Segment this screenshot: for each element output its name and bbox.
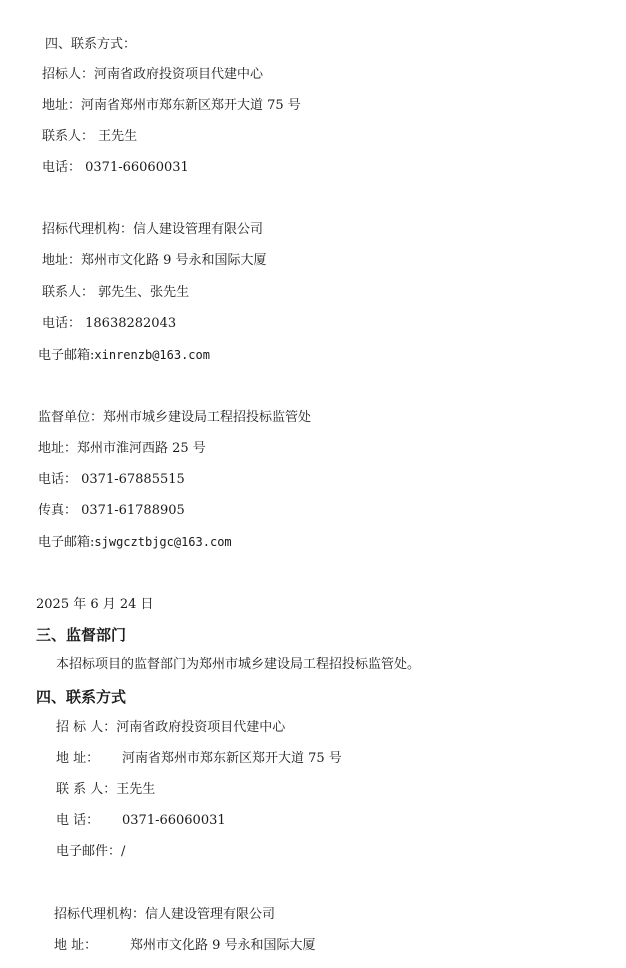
s4-contact-label: 联 系 人： [56,782,117,797]
s4-agency-row [54,906,275,924]
agency-contact-line: 联系人： 郭先生、张先生 [42,285,190,300]
supervisor-email-value: sjwgcztbjgc@163.com [94,535,232,549]
supervisor-phone-line: 电话： 0371-67885515 [38,472,185,487]
s4-email-row [56,843,125,861]
supervisor-address-line: 地址：郑州市淮河西路 25 号 [38,441,206,456]
tenderer-contact-line: 联系人： 王先生 [42,129,138,144]
tenderer-phone-line: 电话： 0371-66060031 [42,160,189,175]
agency-email-label: 电子邮箱: [38,348,95,363]
s4-tenderer-label: 招 标 人： [56,720,117,735]
s4-email-value: / [121,844,126,859]
agency-email-line [38,346,210,365]
section-four-heading: 四、联系方式 [36,688,127,706]
s4-agency-address-value: 郑州市文化路 9 号永和国际大厦 [130,938,316,953]
s4-contact-row [56,781,155,799]
document-date: 2025 年 6 月 24 日 [36,597,154,612]
tenderer-address-line: 地址：河南省郑州市郑东新区郑开大道 75 号 [42,98,301,113]
section-three-body: 本招标项目的监督部门为郑州市城乡建设局工程招投标监管处。 [56,657,421,672]
supervisor-fax-line: 传真： 0371-61788905 [38,503,185,518]
s4-contact-value: 王先生 [116,782,156,797]
agency-email-value: xinrenzb@163.com [94,348,210,362]
contact-heading: 四、联系方式： [45,37,137,52]
s4-agency-value: 信人建设管理有限公司 [145,907,276,922]
s4-agency-address-row [54,937,316,955]
s4-agency-address-label: 地 址： [54,938,98,953]
section-three-heading: 三、监督部门 [36,626,127,644]
s4-tenderer-row [56,719,285,737]
s4-tenderer-value: 河南省政府投资项目代建中心 [116,720,286,735]
tenderer-line: 招标人：河南省政府投资项目代建中心 [42,67,264,82]
s4-agency-label: 招标代理机构： [54,907,146,922]
supervisor-email-label: 电子邮箱: [38,535,95,550]
s4-email-label: 电子邮件： [56,844,122,859]
s4-address-label: 地 址： [56,751,100,766]
agency-address-line: 地址：郑州市文化路 9 号永和国际大厦 [42,253,267,268]
agency-phone-line: 电话： 18638282043 [42,316,177,331]
supervisor-line: 监督单位：郑州市城乡建设局工程招投标监管处 [38,410,312,425]
agency-line: 招标代理机构：信人建设管理有限公司 [42,222,264,237]
s4-phone-label: 电 话： [56,813,100,828]
supervisor-email-line [38,533,232,552]
s4-address-value: 河南省郑州市郑东新区郑开大道 75 号 [122,751,342,766]
s4-address-row [56,750,342,768]
s4-phone-row [56,812,226,830]
s4-phone-value: 0371-66060031 [122,813,226,828]
